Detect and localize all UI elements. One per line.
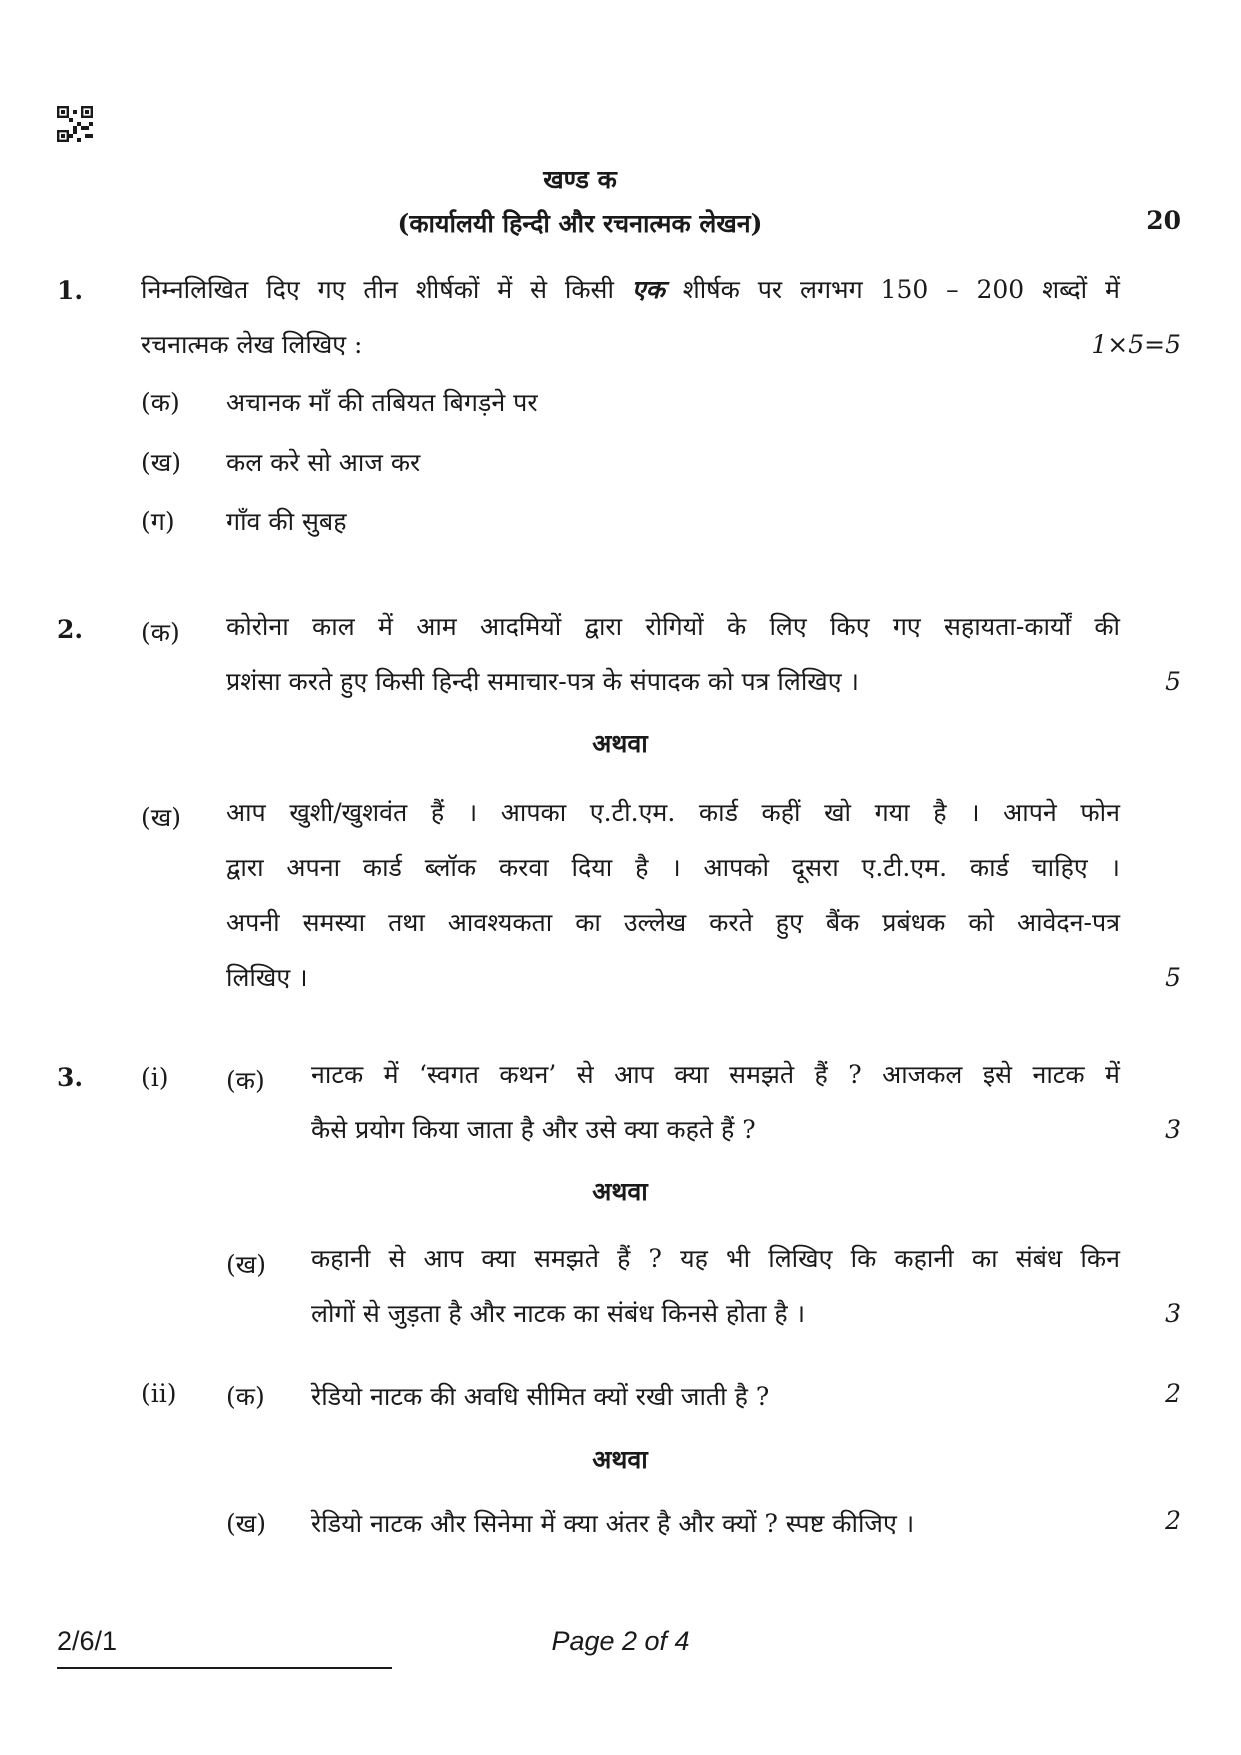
qr-code-icon	[57, 106, 93, 142]
q3-i-a-label: (क)	[226, 1066, 265, 1095]
q3-ii-a-label: (क)	[226, 1382, 265, 1411]
q1-option-text: अचानक माँ की तबियत बिगड़ने पर	[226, 388, 538, 417]
paper-code: 2/6/1	[57, 1626, 118, 1656]
q1-option-label: (ख)	[141, 448, 181, 477]
q1-option-label: (क)	[141, 388, 180, 417]
q3-ii-a-text: रेडियो नाटक की अवधि सीमित क्यों रखी जाती है ?	[311, 1382, 770, 1411]
q2-a-marks: 5	[1165, 667, 1181, 696]
q2-b-marks: 5	[1165, 963, 1181, 992]
q3-or-divider-1: अथवा	[592, 1177, 648, 1206]
q2-a-line-1: कोरोना काल में आम आदमियों द्वारा रोगियों के लिए किए गए सहायता-कार्यों की	[226, 612, 1120, 641]
q2-a-line-2: प्रशंसा करते हुए किसी हिन्दी समाचार-पत्र के संपादक को पत्र लिखिए ।	[226, 667, 859, 696]
q2-b-line-1: आप खुशी/खुशवंत हैं । आपका ए.टी.एम. कार्ड कहीं खो गया है । आपने फोन	[226, 798, 1120, 827]
q2-b-label: (ख)	[141, 803, 181, 832]
q3-i-b-line-2: लोगों से जुड़ता है और नाटक का संबंध किनसे होता है ।	[311, 1299, 806, 1328]
q3-or-divider-2: अथवा	[592, 1445, 648, 1474]
q2-a-label: (क)	[141, 618, 180, 647]
q2-b-line-3: अपनी समस्या तथा आवश्यकता का उल्लेख करते हुए बैंक प्रबंधक को आवेदन-पत्र	[226, 908, 1120, 937]
page-number: Page 2 of 4	[551, 1626, 690, 1656]
q3-ii-b-text: रेडियो नाटक और सिनेमा में क्या अंतर है और क्यों ? स्पष्ट कीजिए ।	[311, 1509, 915, 1538]
q3-i-b-line-1: कहानी से आप क्या समझते हैं ? यह भी लिखिए कि कहानी का संबंध किन	[311, 1244, 1120, 1273]
q3-i-b-label: (ख)	[226, 1250, 266, 1279]
emphasis-ek: एक	[631, 275, 665, 304]
section-total-marks: 20	[1146, 206, 1181, 235]
q3-i-a-line-2: कैसे प्रयोग किया जाता है और उसे क्या कहते हैं ?	[311, 1115, 756, 1144]
question-3-number: 3.	[57, 1063, 84, 1092]
footer-rule	[57, 1667, 392, 1669]
q2-b-line-4: लिखिए ।	[226, 963, 308, 992]
q3-i-label: (i)	[141, 1063, 169, 1092]
section-title: खण्ड क	[543, 165, 617, 194]
q3-ii-b-label: (ख)	[226, 1509, 266, 1538]
question-1-number: 1.	[57, 276, 84, 305]
q1-option-text: गाँव की सुबह	[226, 507, 347, 536]
q1-option-text: कल करे सो आज कर	[226, 448, 421, 477]
q2-or-divider: अथवा	[592, 729, 648, 758]
q1-option-label: (ग)	[141, 507, 175, 536]
q2-b-line-2: द्वारा अपना कार्ड ब्लॉक करवा दिया है । आपको दूसरा ए.टी.एम. कार्ड चाहिए ।	[226, 853, 1120, 882]
q3-ii-b-marks: 2	[1165, 1506, 1181, 1535]
question-1-line-1: निम्नलिखित दिए गए तीन शीर्षकों में से किसी एक शीर्षक पर लगभग 150 – 200 शब्दों में	[141, 275, 1120, 304]
question-1-marks: 1×5=5	[1091, 330, 1181, 359]
q3-i-b-marks: 3	[1165, 1299, 1181, 1328]
q3-i-a-line-1: नाटक में ‘स्वगत कथन’ से आप क्या समझते हैं ? आजकल इसे नाटक में	[311, 1060, 1120, 1089]
question-2-number: 2.	[57, 615, 84, 644]
q3-ii-label: (ii)	[141, 1379, 177, 1408]
question-1-line-2: रचनात्मक लेख लिखिए :	[141, 330, 363, 359]
q3-ii-a-marks: 2	[1165, 1379, 1181, 1408]
section-subtitle: (कार्यालयी हिन्दी और रचनात्मक लेखन)	[397, 209, 763, 238]
q3-i-a-marks: 3	[1165, 1115, 1181, 1144]
